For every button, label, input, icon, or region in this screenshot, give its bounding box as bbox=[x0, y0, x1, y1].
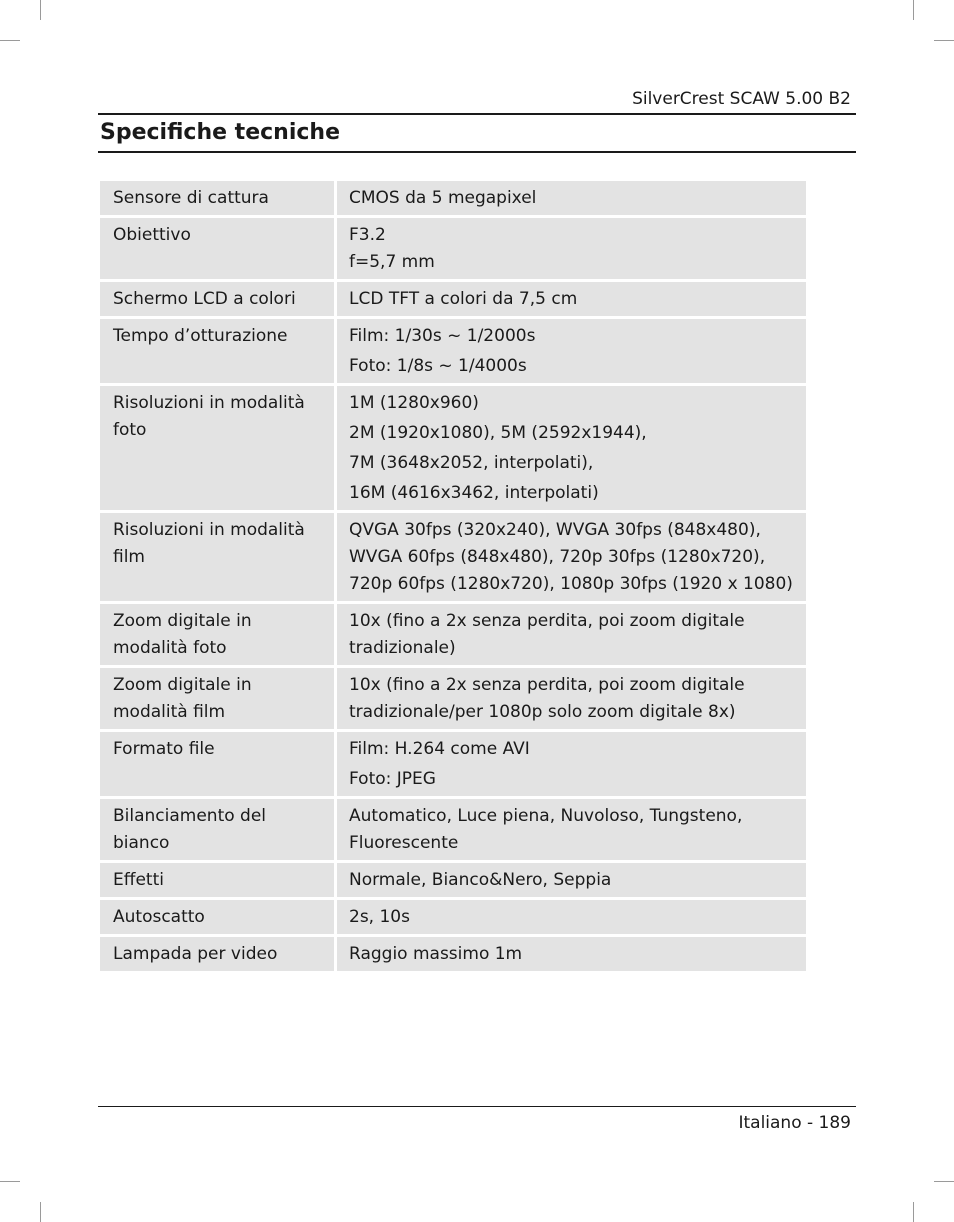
spec-value-line: 2M (1920x1080), 5M (2592x1944), bbox=[349, 423, 647, 443]
spec-label: Lampada per video bbox=[100, 937, 334, 971]
crop-mark bbox=[40, 0, 41, 20]
spec-value-line: 16M (4616x3462, interpolati) bbox=[349, 483, 599, 503]
table-row bbox=[100, 319, 806, 383]
spec-value-line: 1M (1280x960) bbox=[349, 393, 479, 413]
spec-value bbox=[334, 513, 806, 601]
table-row bbox=[100, 799, 806, 860]
footer-rule bbox=[98, 1106, 856, 1107]
crop-mark bbox=[0, 40, 20, 41]
table-row bbox=[100, 863, 806, 897]
spec-value-line: 7M (3648x2052, interpolati), bbox=[349, 453, 594, 473]
page-number: Italiano - 189 bbox=[738, 1113, 851, 1133]
spec-label: Autoscatto bbox=[100, 900, 334, 934]
crop-mark bbox=[913, 1202, 914, 1222]
spec-label: Tempo d’otturazione bbox=[100, 319, 334, 383]
spec-label: Risoluzioni in modalità film bbox=[100, 513, 334, 601]
table-row bbox=[100, 900, 806, 934]
spec-value bbox=[334, 604, 806, 665]
spec-value-line: Foto: JPEG bbox=[349, 769, 436, 789]
spec-value-line: Foto: 1/8s ~ 1/4000s bbox=[349, 356, 527, 376]
crop-mark bbox=[40, 1202, 41, 1222]
spec-label: Schermo LCD a colori bbox=[100, 282, 334, 316]
crop-mark bbox=[913, 0, 914, 20]
spec-value-line: Normale, Bianco&Nero, Seppia bbox=[349, 870, 612, 890]
spec-label: Risoluzioni in modalità foto bbox=[100, 386, 334, 510]
spec-value-line: 10x (fino a 2x senza perdita, poi zoom digitale tradizionale/per 1080p solo zoom digitale 8x) bbox=[349, 675, 745, 722]
spec-label: Sensore di cattura bbox=[100, 181, 334, 215]
spec-label: Zoom digitale in modalità film bbox=[100, 668, 334, 729]
spec-value bbox=[334, 900, 806, 934]
spec-value-line: Automatico, Luce piena, Nuvoloso, Tungsteno, Fluorescente bbox=[349, 806, 743, 853]
spec-value-line: F3.2 bbox=[349, 225, 386, 245]
spec-value bbox=[334, 218, 806, 279]
table-row bbox=[100, 937, 806, 971]
crop-mark bbox=[934, 1181, 954, 1182]
spec-value-line: Film: 1/30s ~ 1/2000s bbox=[349, 326, 536, 346]
spec-value-line: Film: H.264 come AVI bbox=[349, 739, 530, 759]
spec-value bbox=[334, 282, 806, 316]
spec-label: Effetti bbox=[100, 863, 334, 897]
spec-label: Obiettivo bbox=[100, 218, 334, 279]
spec-value bbox=[334, 799, 806, 860]
title-rule bbox=[98, 151, 856, 153]
table-row bbox=[100, 282, 806, 316]
spec-value bbox=[334, 668, 806, 729]
spec-value bbox=[334, 732, 806, 796]
crop-mark bbox=[934, 40, 954, 41]
spec-value bbox=[334, 319, 806, 383]
page-title: Specifiche tecniche bbox=[100, 120, 340, 145]
spec-label: Zoom digitale in modalità foto bbox=[100, 604, 334, 665]
table-row bbox=[100, 604, 806, 665]
table-row bbox=[100, 218, 806, 279]
spec-value bbox=[334, 863, 806, 897]
table-row bbox=[100, 181, 806, 215]
spec-value bbox=[334, 386, 806, 510]
spec-label: Bilanciamento del bianco bbox=[100, 799, 334, 860]
spec-label: Formato file bbox=[100, 732, 334, 796]
spec-value-line: LCD TFT a colori da 7,5 cm bbox=[349, 289, 578, 309]
table-row bbox=[100, 386, 806, 510]
spec-value-line: Raggio massimo 1m bbox=[349, 944, 523, 964]
spec-value-line: CMOS da 5 megapixel bbox=[349, 188, 537, 208]
table-row bbox=[100, 513, 806, 601]
table-row bbox=[100, 732, 806, 796]
header-rule bbox=[98, 113, 856, 115]
header-product-name: SilverCrest SCAW 5.00 B2 bbox=[632, 89, 851, 109]
crop-mark bbox=[0, 1181, 20, 1182]
spec-value bbox=[334, 181, 806, 215]
table-row bbox=[100, 668, 806, 729]
spec-table-body bbox=[100, 181, 806, 971]
spec-table bbox=[100, 178, 806, 974]
spec-value bbox=[334, 937, 806, 971]
spec-value-line: f=5,7 mm bbox=[349, 252, 435, 272]
spec-value-line: QVGA 30fps (320x240), WVGA 30fps (848x480), WVGA 60fps (848x480), 720p 30fps (1280x720), 720p 60fps (1280x720), 1080p 30fps (1920 x 1080) bbox=[349, 520, 793, 594]
spec-value-line: 2s, 10s bbox=[349, 907, 410, 927]
spec-value-line: 10x (fino a 2x senza perdita, poi zoom digitale tradizionale) bbox=[349, 611, 745, 658]
